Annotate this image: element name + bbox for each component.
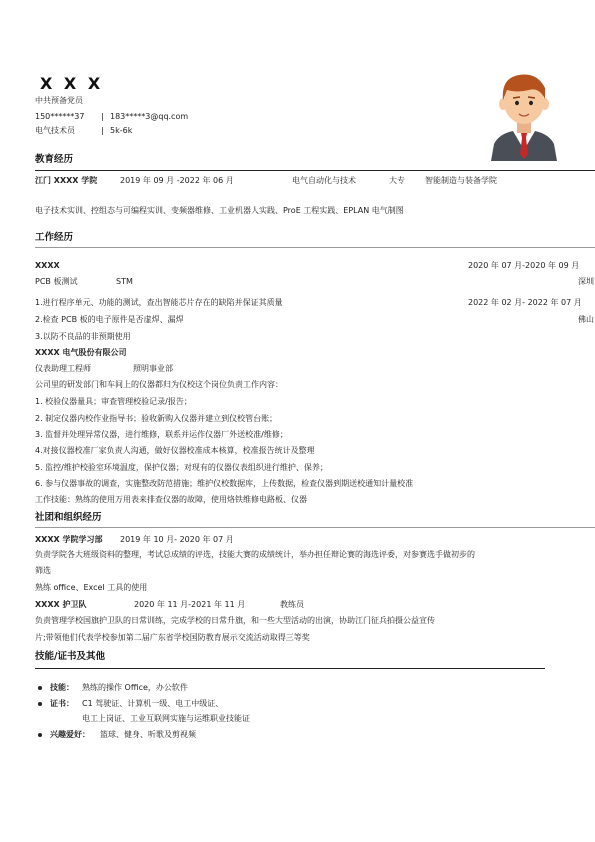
job-duty: 5. 监控/维护校验室环境温度，保护仪器；对现有的仪器仪表组织进行维护、保养；	[35, 463, 328, 472]
certificates-value: C1 驾驶证、计算机一级、电工中级证、	[82, 699, 224, 708]
organization-description: 负责管理学校国旗护卫队的日常训练，完成学校的日常升旗，和一些大型活动的出演，协助江门征兵拍摄公益宣传	[35, 616, 435, 625]
email-address: 183*****3@qq.com	[110, 112, 189, 121]
job-role: PCB 板测试	[35, 277, 78, 286]
certificates-value: 电工上岗证、工业互联网实施与运维职业技能证	[82, 714, 250, 723]
section-rule	[35, 668, 545, 669]
section-rule	[35, 170, 595, 171]
candidate-name: X X X	[40, 74, 104, 93]
job-period: 2020 年 07 月-2020 年 09 月	[468, 261, 580, 270]
job-intro: 公司里的研发部门和车间上的仪器都归为仪校这个岗位负责工作内容：	[35, 380, 283, 389]
bullet-dot-icon	[38, 733, 42, 737]
degree: 大专	[389, 176, 405, 185]
job-duty: 6. 参与仪器事故的调查，实施整改防范措施；维护仪校数据库，上传数据，检查仪器到期送校通知计量校准	[35, 479, 414, 488]
job-role: 仪表助理工程师	[35, 364, 91, 373]
department: 智能制造与装备学院	[425, 176, 497, 185]
job-duty: 1.进行程序单元、功能的测试，查出智能芯片存在的缺陷并保证其质量	[35, 298, 283, 307]
job-product: STM	[116, 277, 133, 286]
courses: 电子技术实训、控组态与可编程实训、变频器维修、工业机器人实践、ProE 工程实践、EPLAN 电气制图	[35, 206, 404, 215]
organization-skill: 熟练 office、Excel 工具的使用	[35, 583, 148, 592]
organization-name: XXXX 护卫队	[35, 600, 87, 609]
job-skills: 工作技能：熟练的使用万用表来排查仪器的故障，使用烙铁维修电路板、仪器	[35, 495, 307, 504]
certificates-label: 证书：	[50, 699, 74, 708]
school-name: 江门 XXXX 学院	[35, 176, 98, 185]
target-position: 电气技术员	[35, 126, 75, 135]
job-duty: 2.检查 PCB 板的电子原件是否虚焊、漏焊	[35, 315, 184, 324]
section-title-skills: 技能/证书及其他	[35, 651, 105, 662]
job-duty: 3.以防不良品的非预期使用	[35, 332, 131, 341]
expected-salary: 5k-6k	[110, 126, 133, 135]
job-duty: 2. 制定仪器内校作业指导书；验收新购入仪器并建立到仪校管台账；	[35, 414, 278, 423]
job-period: 2022 年 02 月- 2022 年 07 月	[468, 298, 582, 307]
major: 电气自动化与技术	[292, 176, 356, 185]
bullet-dot-icon	[38, 702, 42, 706]
education-period: 2019 年 09 月 -2022 年 06 月	[120, 176, 234, 185]
job-location: 佛山	[578, 315, 594, 324]
section-rule	[35, 247, 595, 248]
section-rule	[35, 527, 595, 528]
company-name: XXXX	[35, 261, 60, 270]
man-avatar-icon	[489, 66, 559, 161]
job-duty: 4.对接仪器校准厂家负责人沟通，做好仪器校准成本核算，校准报告统计及整理	[35, 446, 315, 455]
organization-description: 筛选	[35, 566, 51, 575]
separator: |	[101, 112, 104, 121]
job-duty: 1. 校验仪器量具；审查管理校验记录/报告；	[35, 397, 192, 406]
hobbies-value: 篮球、健身、听歌及剪视频	[100, 730, 196, 739]
job-duty: 3. 监督并处理异常仪器，进行维修，联系并运作仪器厂外送校准/维修；	[35, 430, 288, 439]
hobbies-label: 兴趣爱好：	[50, 730, 90, 739]
section-title-clubs: 社团和组织经历	[35, 512, 102, 523]
bullet-dot-icon	[38, 686, 42, 690]
political-status: 中共预备党员	[35, 96, 83, 105]
skills-label: 技能：	[50, 683, 74, 692]
organization-period: 2020 年 11 月-2021 年 11 月	[134, 600, 246, 609]
job-location: 深圳	[578, 277, 594, 286]
section-title-work: 工作经历	[35, 232, 74, 243]
organization-name: XXXX 学院学习部	[35, 535, 103, 544]
separator: |	[101, 126, 104, 135]
organization-period: 2019 年 10 月- 2020 年 07 月	[120, 535, 234, 544]
company-name: XXXX 电气股份有限公司	[35, 348, 127, 357]
organization-description: 负责学院各大班级资料的整理，考试总成绩的评选，技能大赛的成绩统计，举办担任辩论赛的海选评委，对参赛选手做初步的	[35, 550, 475, 559]
job-department: 照明事业部	[133, 364, 173, 373]
organization-description: 片;带领他们代表学校参加第二届广东省学校国防教育展示交流活动取得三等奖	[35, 633, 310, 642]
skills-value: 熟练的操作 Office，办公软件	[82, 683, 188, 692]
section-title-education: 教育经历	[35, 154, 74, 165]
phone-number: 150******37	[35, 112, 85, 121]
organization-role: 教练员	[280, 600, 304, 609]
